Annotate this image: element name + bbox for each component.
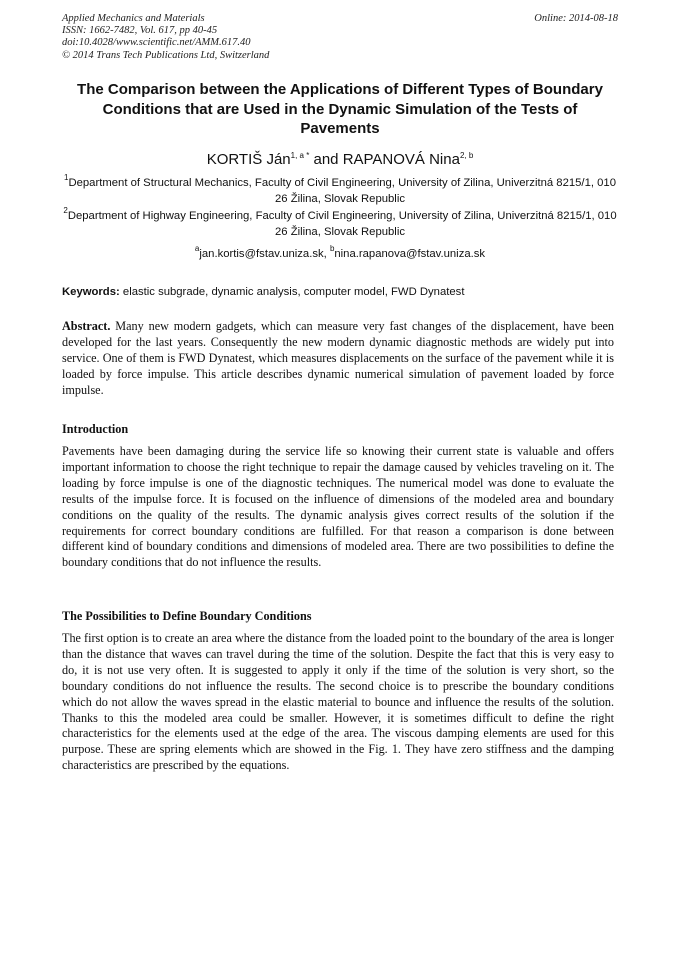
copyright-line: © 2014 Trans Tech Publications Ltd, Switzerland bbox=[62, 49, 270, 61]
email-address[interactable]: nina.rapanova@fstav.uniza.sk bbox=[334, 248, 486, 260]
affiliation-text: Department of Structural Mechanics, Faculty of Civil Engineering, University of Zilina, Univerzitná 8215/1, 010 26 Žilina, Slovak Republic bbox=[68, 177, 616, 205]
boundary-conditions-paragraph: The first option is to create an area where the distance from the loaded point to the boundary of the area is longer than the distance that waves can travel during the time of the solution. Despite the fact that this is very easy to do, it is not use very often. It is suggested to apply it only if the time of the solution is very short, so the boundary conditions do not influence the results. The second choice is to prescribe the boundary conditions which do not allow the waves spread in the elastic material to bounce and influence the results of the solution. Thanks to this the modeled area could be smaller. However, it is sometimes difficult to define the right characteristics for the elements used at the edge of the area. The viscous damping elements are used for this purpose. These are spring elements which are showed in the Fig. 1. They have zero stiffness and the damping characteristics are prescribed by the equations. bbox=[62, 631, 614, 773]
email-marker: a bbox=[194, 244, 200, 253]
affiliation-marker: 2 bbox=[63, 206, 68, 215]
introduction-paragraph: Pavements have been damaging during the service life so knowing their current state is valuable and offers important information to choose the right technique to repair the damage caused by vehicles traveling on it. The loading by force impulse is one of the diagnostic techniques. The numerical model was done to evaluate the results of the impulse force. It is focused on the influence of dimensions of the modeled area and boundary conditions on the quality of the results. The dynamic analysis gives correct results of the solution if the requirements for correct boundary conditions are fulfilled. For that reason a comparison is done between different kind of boundary conditions and dimensions of modeled area. There are two possibilities to define the boundary conditions that do not influence the results. bbox=[62, 444, 614, 570]
affiliation-text: Department of Highway Engineering, Faculty of Civil Engineering, University of Zilina, Univerzitná 8215/1, 010 26 Žilina, Slovak Republic bbox=[67, 210, 617, 238]
keywords bbox=[62, 285, 618, 300]
keywords-label: Keywords: bbox=[62, 286, 120, 298]
abstract-text: Many new modern gadgets, which can measure very fast changes of the displacement, have been developed for the last years. Consequently the new modern dynamic diagnostic methods are widely put into service. One of them is FWD Dynatest, which measures displacements on the surface of the pavement while it is loaded by force impulse. This article describes dynamic numerical simulation of pavement loaded by force impulse. bbox=[62, 319, 615, 397]
affiliation-marker: 1 bbox=[64, 173, 69, 182]
email-line bbox=[62, 246, 618, 262]
author-affiliation-marker: 1, a * bbox=[290, 151, 310, 160]
author-connector: and bbox=[313, 151, 339, 168]
email-marker: b bbox=[329, 244, 335, 253]
affiliation-1 bbox=[62, 175, 618, 207]
publication-header bbox=[62, 13, 618, 62]
keywords-text: elastic subgrade, dynamic analysis, computer model, FWD Dynatest bbox=[122, 286, 465, 298]
author-affiliation-marker: 2, b bbox=[459, 151, 474, 160]
abstract bbox=[62, 319, 614, 399]
online-date: Online: 2014-08-18 bbox=[534, 13, 618, 24]
author-name: RAPANOVÁ Nina bbox=[342, 151, 460, 168]
affiliation-2 bbox=[62, 208, 618, 240]
abstract-label: Abstract. bbox=[62, 319, 111, 333]
issn-line: ISSN: 1662-7482, Vol. 617, pp 40-45 bbox=[62, 25, 218, 37]
section-heading-introduction: Introduction bbox=[62, 422, 129, 436]
email-separator: , bbox=[323, 248, 330, 260]
section-heading-boundary-conditions: The Possibilities to Define Boundary Conditions bbox=[62, 609, 312, 623]
author-name: KORTIŠ Ján bbox=[206, 151, 291, 168]
paper-title: The Comparison between the Applications of Different Types of Boundary Conditions that are Used in the Dynamic Simulation of the Tests of Pavements bbox=[77, 81, 603, 138]
email-address[interactable]: jan.kortis@fstav.uniza.sk bbox=[199, 248, 324, 260]
doi-line[interactable]: doi:10.4028/www.scientific.net/AMM.617.40 bbox=[62, 37, 251, 49]
author-line bbox=[62, 150, 618, 170]
journal-name: Applied Mechanics and Materials bbox=[62, 13, 205, 24]
